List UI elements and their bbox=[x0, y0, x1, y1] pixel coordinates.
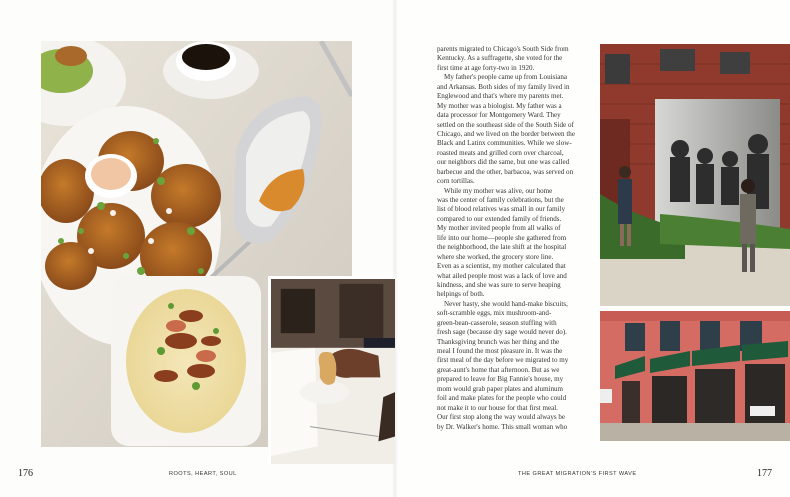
body-text-line: not make it to our house for that first meal. bbox=[437, 403, 558, 412]
right-page-number: 177 bbox=[757, 468, 772, 479]
body-text-line: corn tortillas. bbox=[437, 177, 475, 186]
body-text-line: prepared to leave for Big Fannie's house, my bbox=[437, 375, 564, 384]
body-text-line: data processor for Montgomery Ward. They bbox=[437, 111, 561, 120]
body-text-line: by Dr. Walker's home. This small woman who bbox=[437, 422, 568, 431]
body-text-line: soft-scramble eggs, mix mushroom-and- bbox=[437, 309, 552, 318]
body-text-line: first time at age forty-two in 1920. bbox=[437, 63, 535, 72]
body-text-line: kindness, and she was sure to serve heaping bbox=[437, 280, 561, 289]
body-text-line: Never hasty, she would hand-make biscuits, bbox=[437, 299, 568, 308]
storefront-photo bbox=[600, 311, 790, 441]
body-text-line: great-aunt's home that afternoon. But as we bbox=[437, 365, 560, 374]
body-text-line: helpings of both. bbox=[437, 290, 485, 299]
body-text-line: the neighborhood, the late shift at the hospital bbox=[437, 243, 567, 252]
body-text-line: compared to our extended family of friends. bbox=[437, 214, 562, 223]
body-text-line: While my mother was alive, our home bbox=[437, 186, 553, 195]
body-text-line: My father's people came up from Louisiana bbox=[437, 73, 568, 82]
body-text-line: roasted meats and grilled corn over charcoal, bbox=[437, 148, 564, 157]
body-text-line: Black and Latinx communities. While we slow- bbox=[437, 139, 572, 148]
body-text-line: meal I found the most pleasure in. It was the bbox=[437, 347, 563, 355]
body-text-line: and Arkansas. Both sides of my family lived in bbox=[437, 82, 570, 91]
hand-biscuit-icon bbox=[271, 279, 395, 464]
body-text-line: Our first stop along the way would always be bbox=[437, 413, 565, 422]
left-page-number: 176 bbox=[18, 468, 33, 479]
body-text-line: My mother was a biologist. My father was a bbox=[437, 101, 562, 110]
body-text-line: settled on the southeast side of the South Side of bbox=[437, 120, 574, 129]
body-text-line: first meal of the day before we migrated to my bbox=[437, 356, 569, 365]
body-text-line: Kentucky. As a suffragette, she voted for the bbox=[437, 54, 563, 63]
storefront-icon bbox=[600, 311, 790, 441]
body-text-line: Even as a scientist, my mother calculated that bbox=[437, 262, 566, 271]
mural-viewers-icon bbox=[600, 44, 790, 306]
body-text-line: parents migrated to Chicago's South Side from bbox=[437, 45, 569, 53]
body-text-line: was the center of family celebrations, but the bbox=[437, 196, 564, 204]
hand-photo bbox=[268, 276, 395, 464]
body-text-line: mom would grab paper plates and aluminum bbox=[437, 384, 564, 393]
body-text-line: green-bean-casserole, season stuffing with bbox=[437, 318, 557, 327]
left-running-head: ROOTS, HEART, SOUL bbox=[169, 471, 237, 477]
mural-photo bbox=[600, 44, 790, 306]
body-text-line: foil and make plates for the people who could bbox=[437, 394, 567, 403]
body-text-line: Chicago, and we lived on the border between the bbox=[437, 129, 575, 138]
body-text-line: Thanksgiving brunch was her thing and the bbox=[437, 337, 560, 346]
body-text-column bbox=[437, 45, 592, 432]
body-text-line: My mother invited people from all walks of bbox=[437, 224, 561, 233]
body-text-line: life into our home—people she gathered from bbox=[437, 233, 567, 242]
body-text-line: where she worked, the grocery store line. bbox=[437, 252, 554, 261]
body-text-line: barbecue and the other, barbacoa, was served on bbox=[437, 167, 574, 176]
body-text-line: our neighbors did the same, but one was called bbox=[437, 158, 570, 167]
body-text-line: Englewood and that's where my parents met. bbox=[437, 92, 564, 101]
body-text-line: list of blood relatives was small in our family bbox=[437, 205, 565, 214]
right-running-head: THE GREAT MIGRATION'S FIRST WAVE bbox=[518, 471, 637, 477]
body-text-line: what ailed people most was a lack of love and bbox=[437, 271, 567, 280]
body-text-line: fresh sage (because dry sage would never do). bbox=[437, 328, 567, 337]
